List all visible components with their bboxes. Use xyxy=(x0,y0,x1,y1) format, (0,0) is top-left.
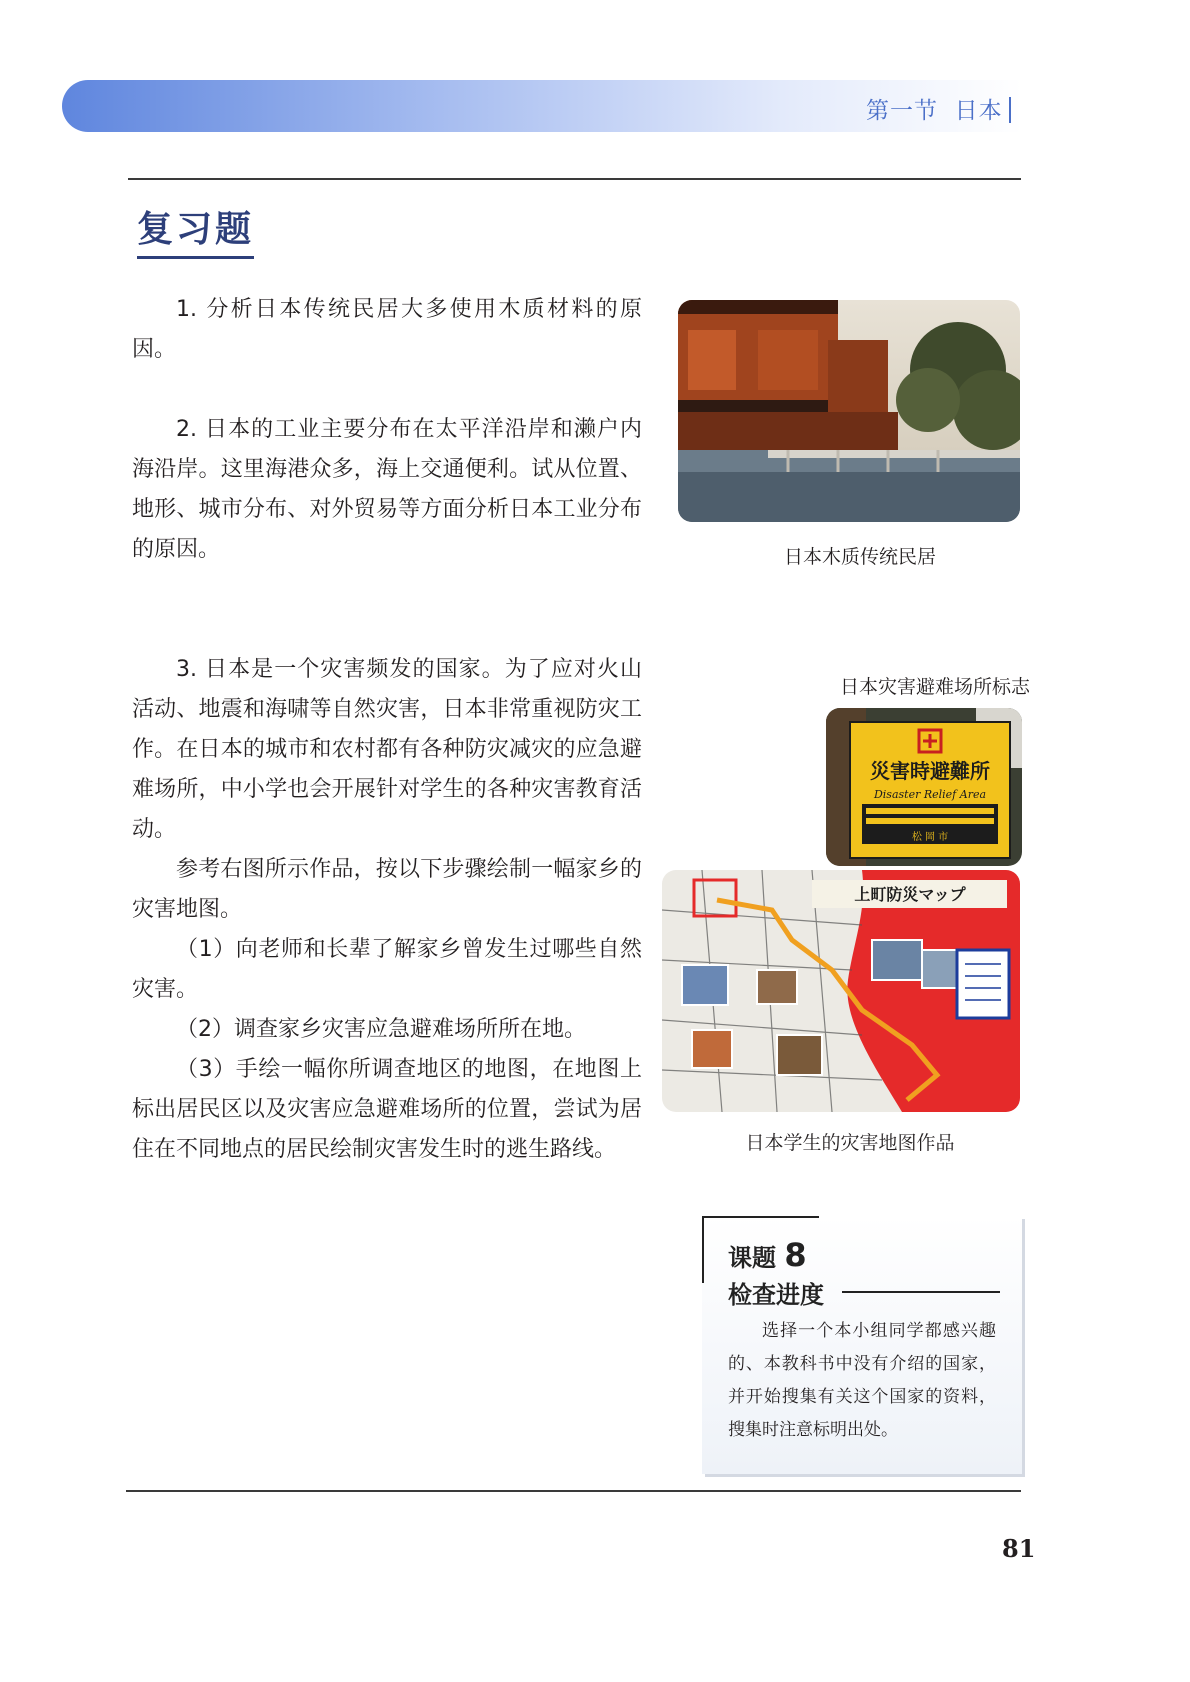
question-2-text: 2. 日本的工业主要分布在太平洋沿岸和濑户内海沿岸。这里海港众多，海上交通便利。试从位置、地形、城市分布、对外贸易等方面分析日本工业分布的原因。 xyxy=(132,417,642,562)
question-3-intro: 3. 日本是一个灾害频发的国家。为了应对火山活动、地震和海啸等自然灾害，日本非常重视防灾工作。在日本的城市和农村都有各种防灾减灾的应急避难场所，中小学也会开展针对学生的各种灾害教育活动。 xyxy=(132,657,642,842)
project-title xyxy=(728,1236,807,1274)
caption-sign: 日本灾害避难场所标志 xyxy=(839,676,1030,698)
sign-main-text: 災害時避難所 xyxy=(870,759,990,783)
disaster-map-illustration xyxy=(662,870,1020,1112)
evacuation-sign-illustration xyxy=(826,708,1022,866)
header-separator xyxy=(1009,97,1011,123)
question-1-text: 1. 分析日本传统民居大多使用木质材料的原因。 xyxy=(132,297,642,362)
sign-city-text: 松 岡 市 xyxy=(911,832,949,843)
review-title: 复习题 xyxy=(137,201,254,259)
disaster-map-photo xyxy=(662,870,1020,1112)
question-3-step-3: （3）手绘一幅你所调查地区的地图，在地图上标出居民区以及灾害应急避难场所的位置，尝试为居住在不同地点的居民绘制灾害发生时的逃生路线。 xyxy=(132,1057,642,1162)
wooden-house-photo xyxy=(678,300,1020,522)
question-3-task: 参考右图所示作品，按以下步骤绘制一幅家乡的灾害地图。 xyxy=(132,857,642,922)
question-3 xyxy=(132,650,642,1170)
sign-english-text: Disaster Relief Area xyxy=(873,788,987,801)
question-3-step-2: （2）调查家乡灾害应急避难场所所在地。 xyxy=(176,1017,586,1042)
header-section: 第一节 xyxy=(866,98,938,124)
evacuation-sign-photo xyxy=(826,708,1022,866)
question-3-step-1: （1）向老师和长辈了解家乡曾发生过哪些自然灾害。 xyxy=(132,937,642,1002)
project-subtitle-rule xyxy=(842,1291,1000,1293)
project-description: 选择一个本小组同学都感兴趣的、本教科书中没有介绍的国家，并开始搜集有关这个国家的资料，搜集时注意标明出处。 xyxy=(728,1321,996,1440)
project-label: 课题 xyxy=(728,1244,776,1272)
question-2 xyxy=(132,410,642,570)
page-number: 81 xyxy=(1002,1534,1036,1563)
running-header xyxy=(866,92,1011,125)
header-country: 日本 xyxy=(954,98,1003,124)
wooden-house-illustration xyxy=(678,300,1020,522)
top-rule xyxy=(128,178,1021,180)
project-subtitle: 检查进度 xyxy=(728,1281,824,1309)
bottom-rule xyxy=(126,1490,1021,1492)
caption-map: 日本学生的灾害地图作品 xyxy=(745,1132,955,1154)
project-number: 8 xyxy=(784,1236,807,1274)
project-text xyxy=(728,1315,996,1447)
question-1 xyxy=(132,290,642,370)
map-title-text: 上町防災マップ xyxy=(854,885,966,904)
caption-house: 日本木质传统民居 xyxy=(783,546,936,568)
